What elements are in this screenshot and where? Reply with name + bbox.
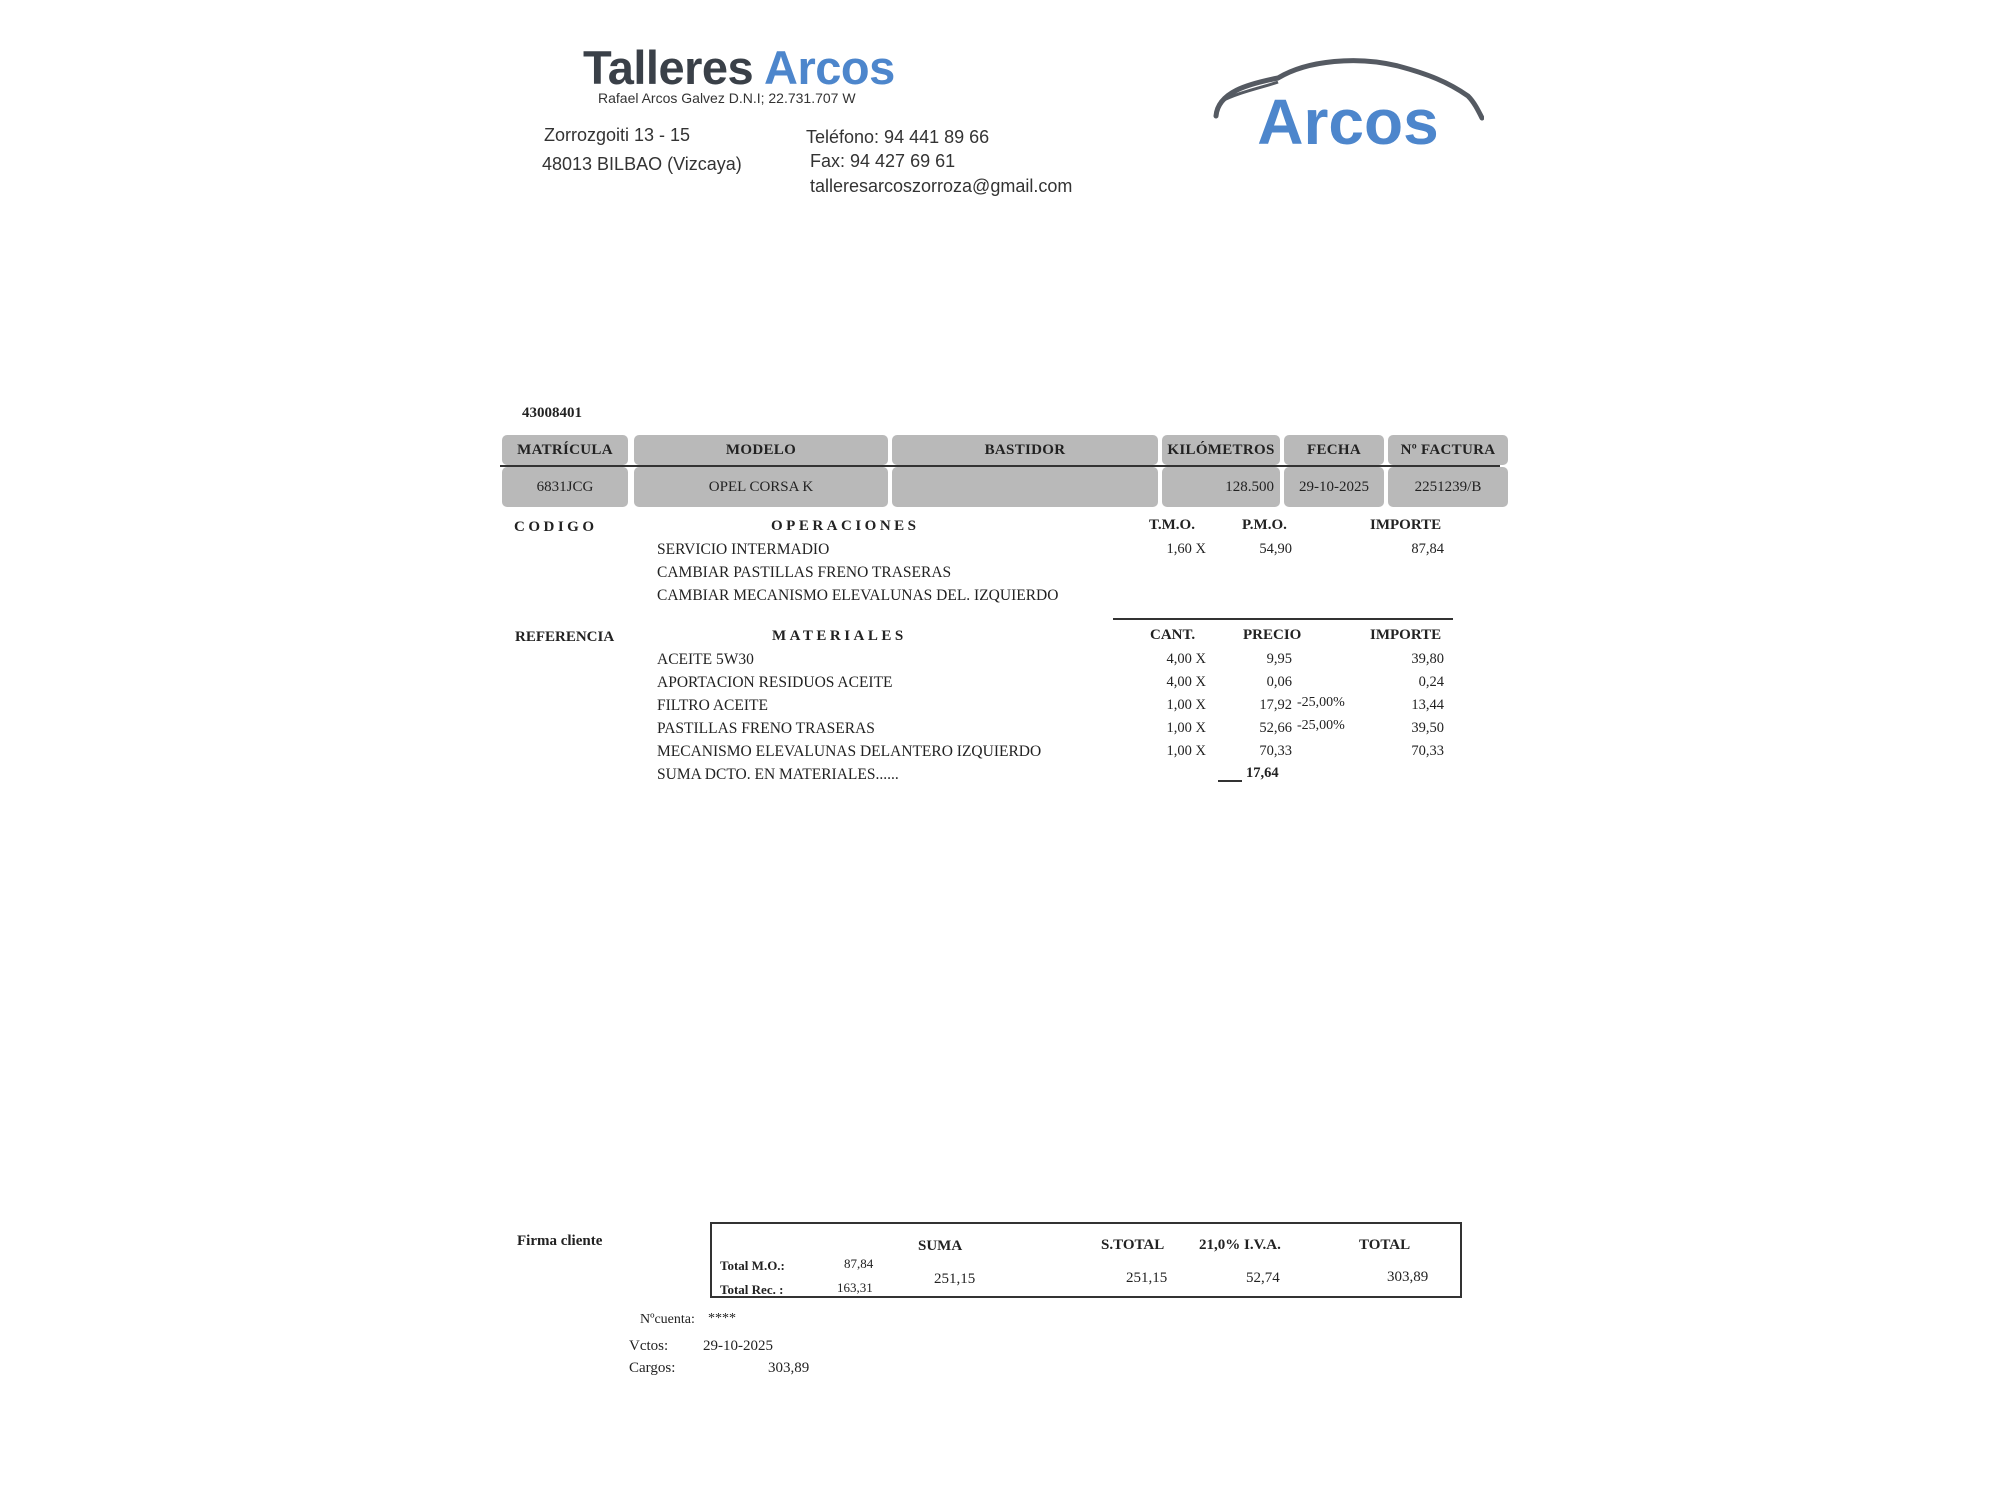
material-row-3-importe: 13,44: [1411, 697, 1444, 713]
header-precio: PRECIO: [1243, 627, 1302, 643]
operation-row-1-desc: SERVICIO INTERMADIO: [657, 541, 830, 558]
header-operaciones: OPERACIONES: [771, 518, 920, 534]
operation-row-1-importe: 87,84: [1411, 541, 1444, 557]
company-logo: [1208, 52, 1484, 162]
total-rec-value: 163,31: [837, 1280, 873, 1295]
value-kilometros-text: 128.500: [1225, 478, 1274, 495]
total-mo-label: Total M.O.:: [720, 1258, 785, 1273]
header-factura: Nº FACTURA: [1388, 435, 1508, 465]
header-cant: CANT.: [1150, 627, 1196, 643]
material-row-1-precio: 9,95: [1266, 651, 1292, 667]
signature-label: Firma cliente: [517, 1233, 603, 1249]
header-bastidor: BASTIDOR: [892, 435, 1158, 465]
value-bastidor: [892, 467, 1158, 507]
stotal-value: 251,15: [1126, 1270, 1168, 1286]
header-pmo: P.M.O.: [1242, 517, 1287, 533]
operation-row-1-tmo: 1,60 X: [1166, 541, 1206, 557]
logo-text: Arcos: [1257, 86, 1439, 158]
header-modelo: MODELO: [634, 435, 888, 465]
header-importe-materiales: IMPORTE: [1370, 627, 1442, 643]
totals-box: [710, 1222, 1462, 1298]
header-matricula: MATRÍCULA: [502, 435, 628, 465]
charges-label: Cargos:: [629, 1360, 676, 1376]
address-line-1: Zorrozgoiti 13 - 15: [544, 125, 691, 145]
account-label: Nºcuenta:: [640, 1312, 695, 1327]
material-row-1-importe: 39,80: [1411, 651, 1444, 667]
client-code: 43008401: [522, 405, 582, 421]
material-row-3-dcto: -25,00%: [1297, 695, 1345, 710]
operation-row-3-desc: CAMBIAR MECANISMO ELEVALUNAS DEL. IZQUIERDO: [657, 587, 1059, 604]
discount-value: 17,64: [1246, 765, 1279, 781]
header-materiales: MATERIALES: [772, 628, 907, 644]
material-row-5-desc: MECANISMO ELEVALUNAS DELANTERO IZQUIERDO: [657, 743, 1042, 760]
company-name-part2: Arcos: [764, 41, 895, 94]
fax-number: Fax: 94 427 69 61: [810, 151, 956, 171]
material-row-2-desc: APORTACION RESIDUOS ACEITE: [657, 674, 893, 691]
value-kilometros: [1162, 467, 1280, 507]
value-fecha: 29-10-2025: [1284, 467, 1384, 507]
material-row-5-cant: 1,00 X: [1166, 743, 1206, 759]
suma-value: 251,15: [934, 1271, 976, 1287]
header-importe-operaciones: IMPORTE: [1370, 517, 1442, 533]
value-modelo: OPEL CORSA K: [634, 467, 888, 507]
material-row-2-precio: 0,06: [1266, 674, 1292, 690]
material-row-4-cant: 1,00 X: [1166, 720, 1206, 736]
discount-label: SUMA DCTO. EN MATERIALES......: [657, 766, 899, 783]
material-row-1-desc: ACEITE 5W30: [657, 651, 754, 668]
iva-label: 21,0% I.V.A.: [1199, 1237, 1281, 1253]
due-date-value: 29-10-2025: [703, 1338, 773, 1354]
value-factura: 2251239/B: [1388, 467, 1508, 507]
material-row-1-cant: 4,00 X: [1166, 651, 1206, 667]
total-label: TOTAL: [1359, 1237, 1411, 1253]
owner-info: Rafael Arcos Galvez D.N.I; 22.731.707 W: [598, 90, 856, 106]
total-value: 303,89: [1387, 1269, 1429, 1285]
header-tmo: T.M.O.: [1149, 517, 1195, 533]
material-row-4-desc: PASTILLAS FRENO TRASERAS: [657, 720, 875, 737]
material-row-4-importe: 39,50: [1411, 720, 1444, 736]
suma-label: SUMA: [918, 1238, 963, 1254]
material-row-2-importe: 0,24: [1418, 674, 1444, 690]
company-name: [583, 40, 895, 95]
car-outline-icon: [1208, 52, 1484, 162]
discount-underline: [1218, 780, 1242, 782]
total-mo-value: 87,84: [844, 1256, 874, 1271]
phone-number: Teléfono: 94 441 89 66: [806, 127, 990, 147]
operation-row-1-pmo: 54,90: [1259, 541, 1292, 557]
material-row-3-desc: FILTRO ACEITE: [657, 697, 768, 714]
material-row-4-precio: 52,66: [1259, 720, 1292, 736]
address-line-2: 48013 BILBAO (Vizcaya): [542, 154, 742, 174]
iva-value: 52,74: [1246, 1270, 1280, 1286]
company-name-part1: Talleres: [583, 41, 754, 94]
email-address: talleresarcoszorroza@gmail.com: [810, 176, 1073, 196]
charges-value: 303,89: [768, 1360, 810, 1376]
header-referencia: REFERENCIA: [515, 629, 615, 645]
operation-row-2-desc: CAMBIAR PASTILLAS FRENO TRASERAS: [657, 564, 952, 581]
total-rec-label: Total Rec. :: [720, 1282, 784, 1297]
material-row-4-dcto: -25,00%: [1297, 718, 1345, 733]
account-value: ****: [708, 1311, 736, 1326]
header-fecha: FECHA: [1284, 435, 1384, 465]
materials-divider: [1113, 618, 1453, 620]
material-row-5-importe: 70,33: [1411, 743, 1444, 759]
header-codigo: CODIGO: [514, 519, 598, 535]
header-kilometros: KILÓMETROS: [1162, 435, 1280, 465]
material-row-3-cant: 1,00 X: [1166, 697, 1206, 713]
stotal-label: S.TOTAL: [1101, 1237, 1165, 1253]
material-row-2-cant: 4,00 X: [1166, 674, 1206, 690]
due-date-label: Vctos:: [629, 1338, 669, 1354]
material-row-5-precio: 70,33: [1259, 743, 1292, 759]
value-matricula: 6831JCG: [502, 467, 628, 507]
material-row-3-precio: 17,92: [1259, 697, 1292, 713]
